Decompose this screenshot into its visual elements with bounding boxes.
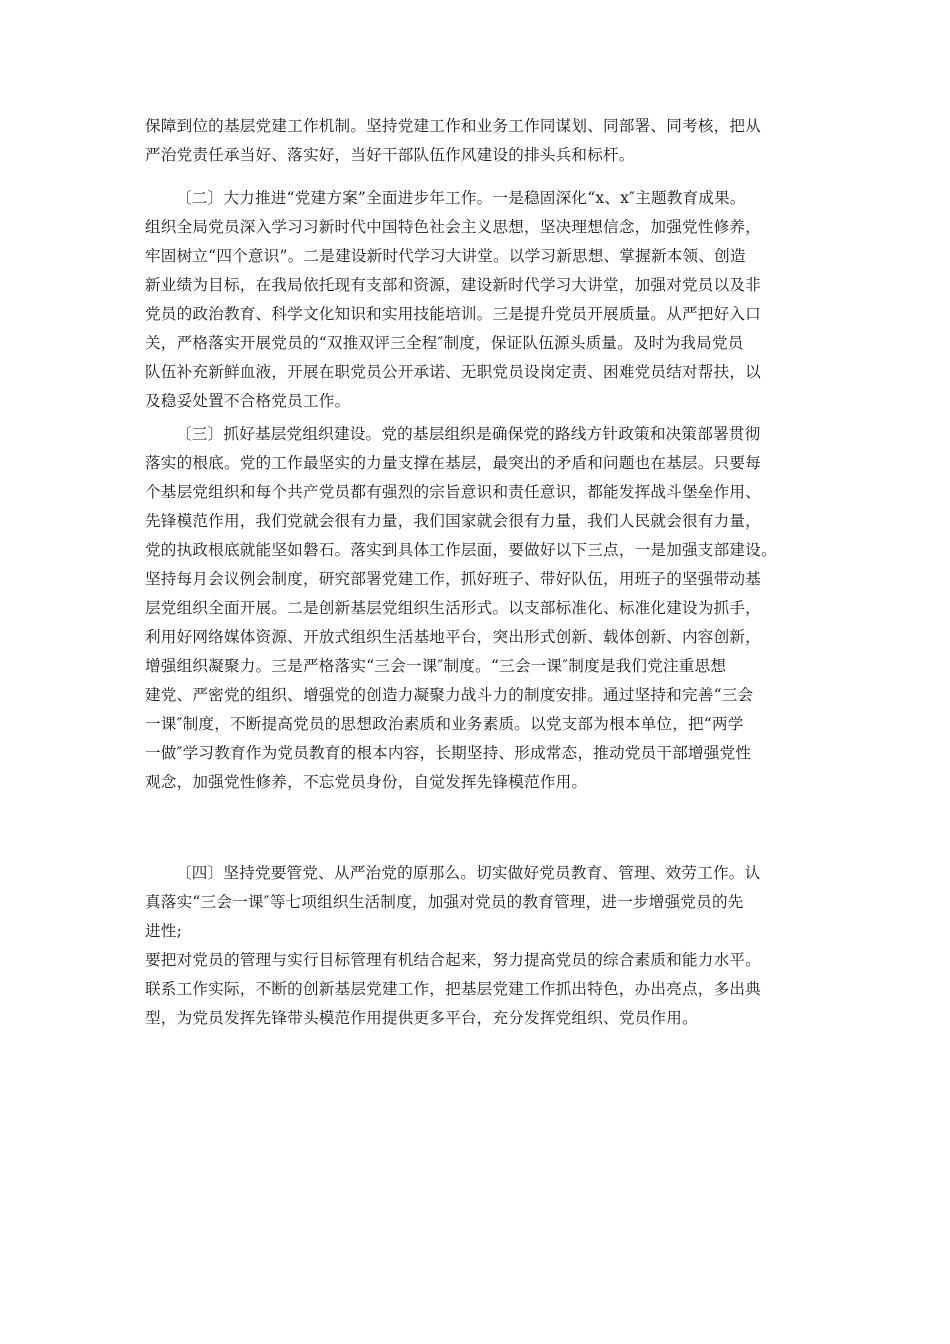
text-line: 保障到位的基层党建工作机制。坚持党建工作和业务工作同谋划、同部署、同考核，把从 [145,117,761,135]
text-line: 真落实“三会一课″等七项组织生活制度，加强对党员的教育管理，进一步增强党员的先 [145,893,744,911]
text-line: 层党组织全面开展。二是创新基层党组织生活形式。以支部标准化、标准化建设为抓手， [145,599,761,617]
text-line: 先锋模范作用，我们党就会很有力量，我们国家就会很有力量，我们人民就会很有力量， [145,512,761,530]
text-line: 队伍补充新鲜血液，开展在职党员公开承诺、无职党员设岗定责、困难党员结对帮扶，以 [145,363,761,381]
text-line: 利用好网络媒体资源、开放式组织生活基地平台，突出形式创新、载体创新、内容创新， [145,628,761,646]
text-line: 个基层党组织和每个共产党员都有强烈的宗旨意识和责任意识，都能发挥战斗堡垒作用、 [145,483,761,501]
text-line: 〔二〕大力推进“党建方案”全面进步年工作。一是稳固深化“x、x″主题教育成果。 [176,189,746,207]
text-line: 进性; [145,922,183,940]
text-line: 观念，加强党性修养，不忘党员身份，自觉发挥先锋模范作用。 [145,773,588,791]
text-line: 党的执政根底就能坚如磐石。落实到具体工作层面，要做好以下三点，一是加强支部建设。 [145,541,777,559]
text-line: 〔三〕抓好基层党组织建设。党的基层组织是确保党的路线方针政策和决策部署贯彻 [176,425,761,443]
paragraph-section-2 [145,184,825,416]
text-line: 及稳妥处置不合格党员工作。 [145,392,351,410]
paragraph-section-4 [145,859,825,1033]
text-line: 一课″制度，不断提高党员的思想政治素质和业务素质。以党支部为根本单位，把“两学 [145,715,744,733]
text-line: 〔四〕坚持党要管党、从严治党的原那么。切实做好党员教育、管理、效劳工作。认 [176,864,761,882]
text-line: 落实的根底。党的工作最坚实的力量支撑在基层，最突出的矛盾和问题也在基层。只要每 [145,454,761,472]
paragraph-section-3 [145,420,825,797]
text-line: 牢固树立“四个意识”。二是建设新时代学习大讲堂。以学习新思想、掌握新本领、创造 [145,247,746,265]
text-line: 坚持每月会议例会制度，研究部署党建工作，抓好班子、带好队伍，用班子的坚强带动基 [145,570,761,588]
paragraph-continuation [145,112,825,170]
text-line: 严治党责任承当好、落实好，当好干部队伍作风建设的排头兵和标杆。 [145,146,635,164]
text-line: 一做″学习教育作为党员教育的根本内容，长期坚持、形成常态，推动党员干部增强党性 [145,744,752,762]
text-line: 党员的政治教育、科学文化知识和实用技能培训。三是提升党员开展质量。从严把好入口 [145,305,761,323]
text-line: 联系工作实际，不断的创新基层党建工作，把基层党建工作抓出特色，办出亮点，多出典 [145,980,761,998]
text-line: 增强组织凝聚力。三是严格落实“三会一课″制度。“三会一课″制度是我们党注重思想 [145,657,727,675]
text-line: 关，严格落实开展党员的“双推双评三全程″制度，保证队伍源头质量。及时为我局党员 [145,334,744,352]
text-line: 要把对党员的管理与实行目标管理有机结合起来，努力提高党员的综合素质和能力水平。 [145,951,761,969]
text-line: 组织全局党员深入学习习新时代中国特色社会主义思想，坚决理想信念，加强党性修养， [145,218,761,236]
text-line: 新业绩为目标，在我局依托现有支部和资源，建设新时代学习大讲堂，加强对党员以及非 [145,276,761,294]
text-line: 型，为党员发挥先锋带头模范作用提供更多平台，充分发挥党组织、党员作用。 [145,1009,698,1027]
text-line: 建党、严密党的组织、增强党的创造力凝聚力战斗力的制度安排。通过坚持和完善“三会 [145,686,754,704]
